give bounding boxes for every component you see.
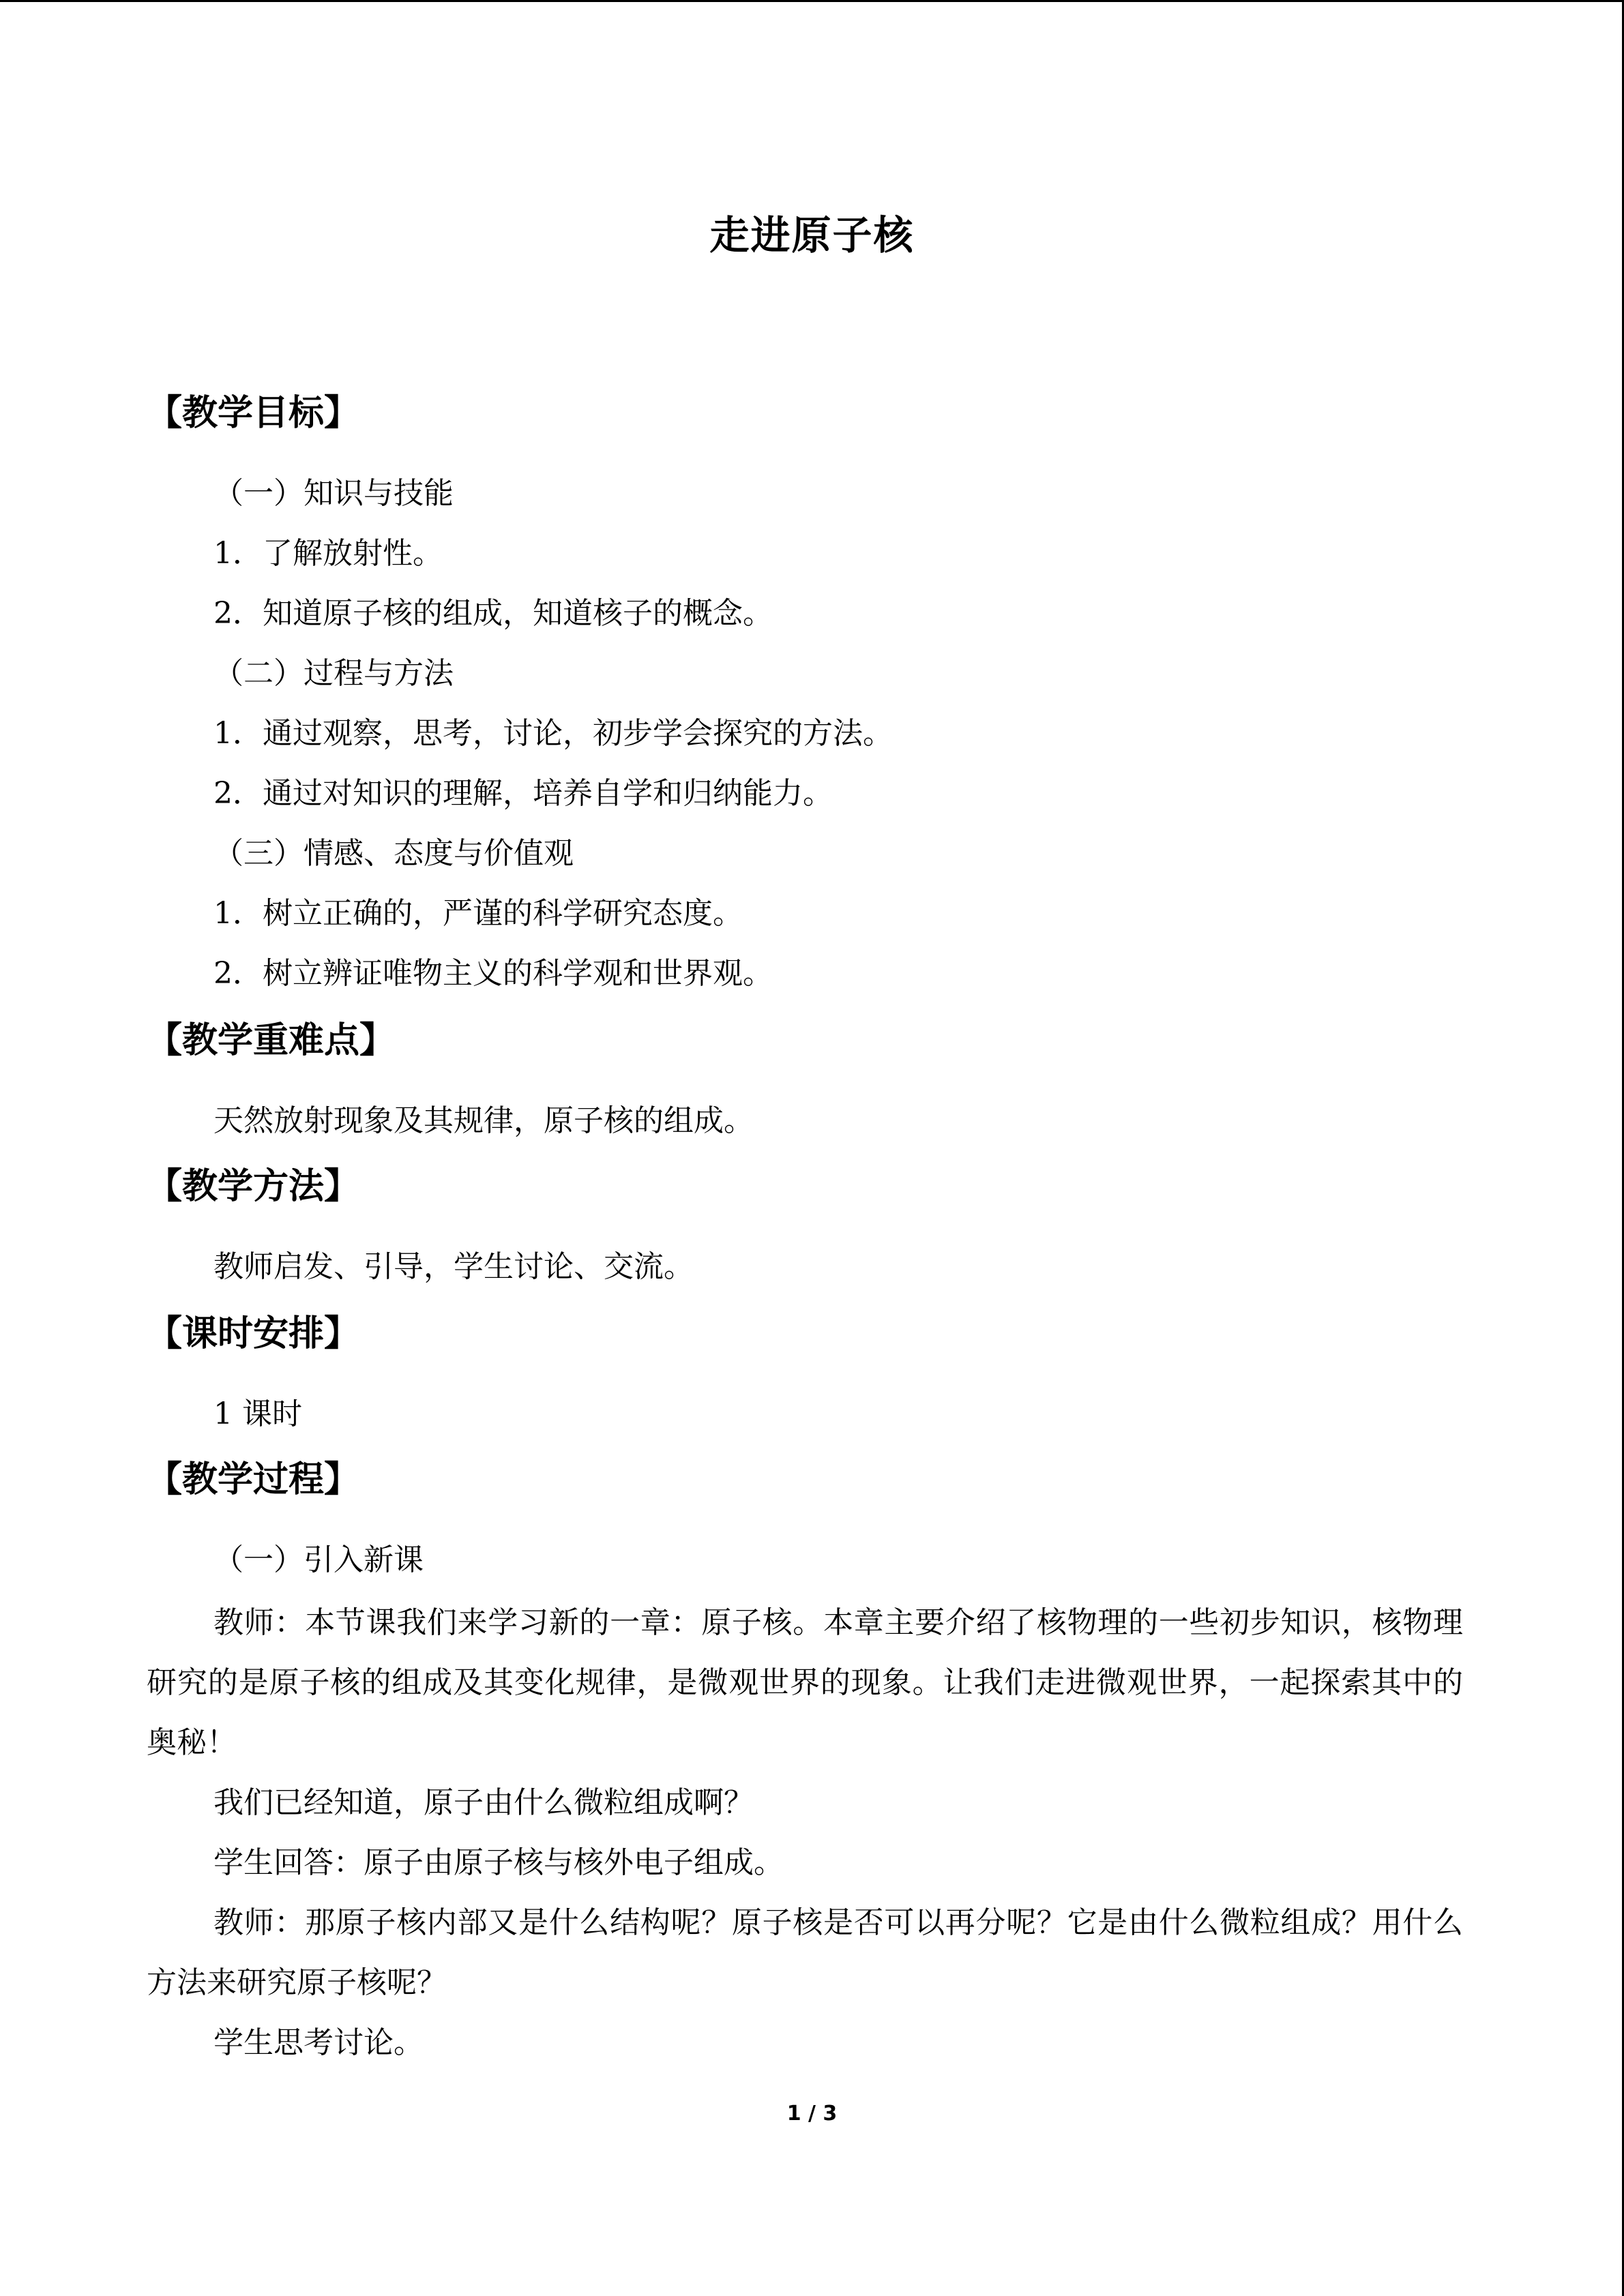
process-paragraph: 学生回答：原子由原子核与核外电子组成。 [213,1845,784,1880]
process-paragraph: 我们已经知道，原子由什么微粒组成啊？ [213,1785,754,1820]
process-paragraph: 学生思考讨论。 [213,2025,424,2060]
section-heading-key-points: 【教学重难点】 [147,1020,396,1061]
schedule-text: 1 课时 [213,1397,302,1431]
page-number: 1 / 3 [786,2102,838,2126]
section-heading-schedule: 【课时安排】 [147,1313,360,1354]
objectives-subheading-attitude: （三）情感、态度与价值观 [213,836,574,871]
objectives-item: 2．树立辨证唯物主义的科学观和世界观。 [213,956,773,991]
objectives-item: 1．通过观察，思考，讨论，初步学会探究的方法。 [213,716,893,751]
section-heading-methods: 【教学方法】 [147,1166,360,1207]
page-border-top [0,0,1624,2]
process-paragraph: 教师：本节课我们来学习新的一章：原子核。本章主要介绍了核物理的一些初步知识，核物理研究的是原子核的组成及其变化规律，是微观世界的现象。让我们走进微观世界，一起探索其中的奥秘！ [147,1605,1463,1760]
process-paragraph: 教师：那原子核内部又是什么结构呢？原子核是否可以再分呢？它是由什么微粒组成？用什么方法来研究原子核呢？ [147,1905,1463,2000]
section-heading-process: 【教学过程】 [147,1459,360,1500]
objectives-subheading-knowledge: （一）知识与技能 [213,476,454,511]
objectives-item: 2．知道原子核的组成，知道核子的概念。 [213,596,773,631]
objectives-subheading-process: （二）过程与方法 [213,656,454,691]
objectives-item: 1．了解放射性。 [213,536,443,571]
process-subheading-intro: （一）引入新课 [213,1542,424,1577]
objectives-item: 2．通过对知识的理解，培养自学和归纳能力。 [213,776,833,811]
objectives-item: 1．树立正确的，严谨的科学研究态度。 [213,896,743,931]
key-points-text: 天然放射现象及其规律，原子核的组成。 [213,1103,754,1138]
section-heading-objectives: 【教学目标】 [147,393,360,434]
methods-text: 教师启发、引导，学生讨论、交流。 [213,1249,694,1284]
document-title: 走进原子核 [709,212,915,258]
